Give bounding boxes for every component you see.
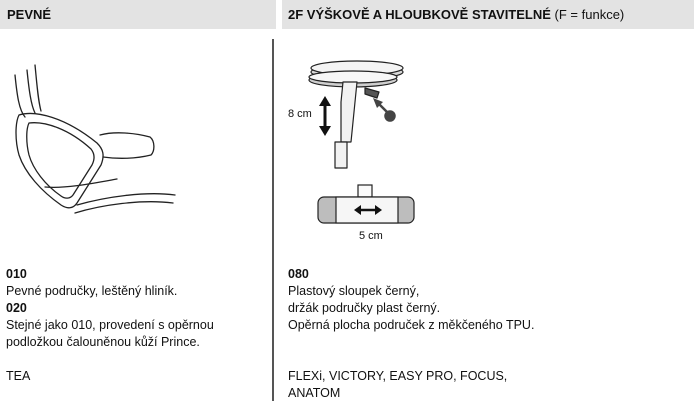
column-divider xyxy=(272,39,274,401)
depth-adjustment-illustration xyxy=(314,183,424,233)
right-header-title: 2F VÝŠKOVĚ A HLOUBKOVĚ STAVITELNÉ xyxy=(288,7,551,22)
desc-080-line-3: Opěrná plocha područek z měkčeného TPU. xyxy=(288,318,535,332)
desc-080-line-1: Plastový sloupek černý, xyxy=(288,284,420,298)
depth-label: 5 cm xyxy=(359,230,383,242)
code-080: 080 xyxy=(288,267,309,281)
left-header-title: PEVNÉ xyxy=(7,7,52,22)
desc-010-line-1: Pevné područky, leštěný hliník. xyxy=(6,284,178,298)
desc-020-line-2: podložkou čalouněnou kůží Prince. xyxy=(6,335,200,349)
right-models-line-1: FLEXi, VICTORY, EASY PRO, FOCUS, xyxy=(288,369,508,383)
fixed-armrest-illustration xyxy=(5,55,205,225)
left-text-block xyxy=(6,266,214,351)
right-models-line-2: ANATOM xyxy=(288,386,341,400)
left-models: TEA xyxy=(6,369,31,383)
code-020: 020 xyxy=(6,301,27,315)
right-models xyxy=(288,368,507,402)
height-label: 8 cm xyxy=(288,108,312,120)
right-column-header xyxy=(282,0,694,29)
right-header-note: (F = funkce) xyxy=(554,7,625,22)
code-010: 010 xyxy=(6,267,27,281)
left-column-header xyxy=(0,0,276,29)
desc-020-line-1: Stejné jako 010, provedení s opěrnou xyxy=(6,318,214,332)
desc-080-line-2: držák područky plast černý. xyxy=(288,301,441,315)
right-text-block xyxy=(288,266,534,334)
